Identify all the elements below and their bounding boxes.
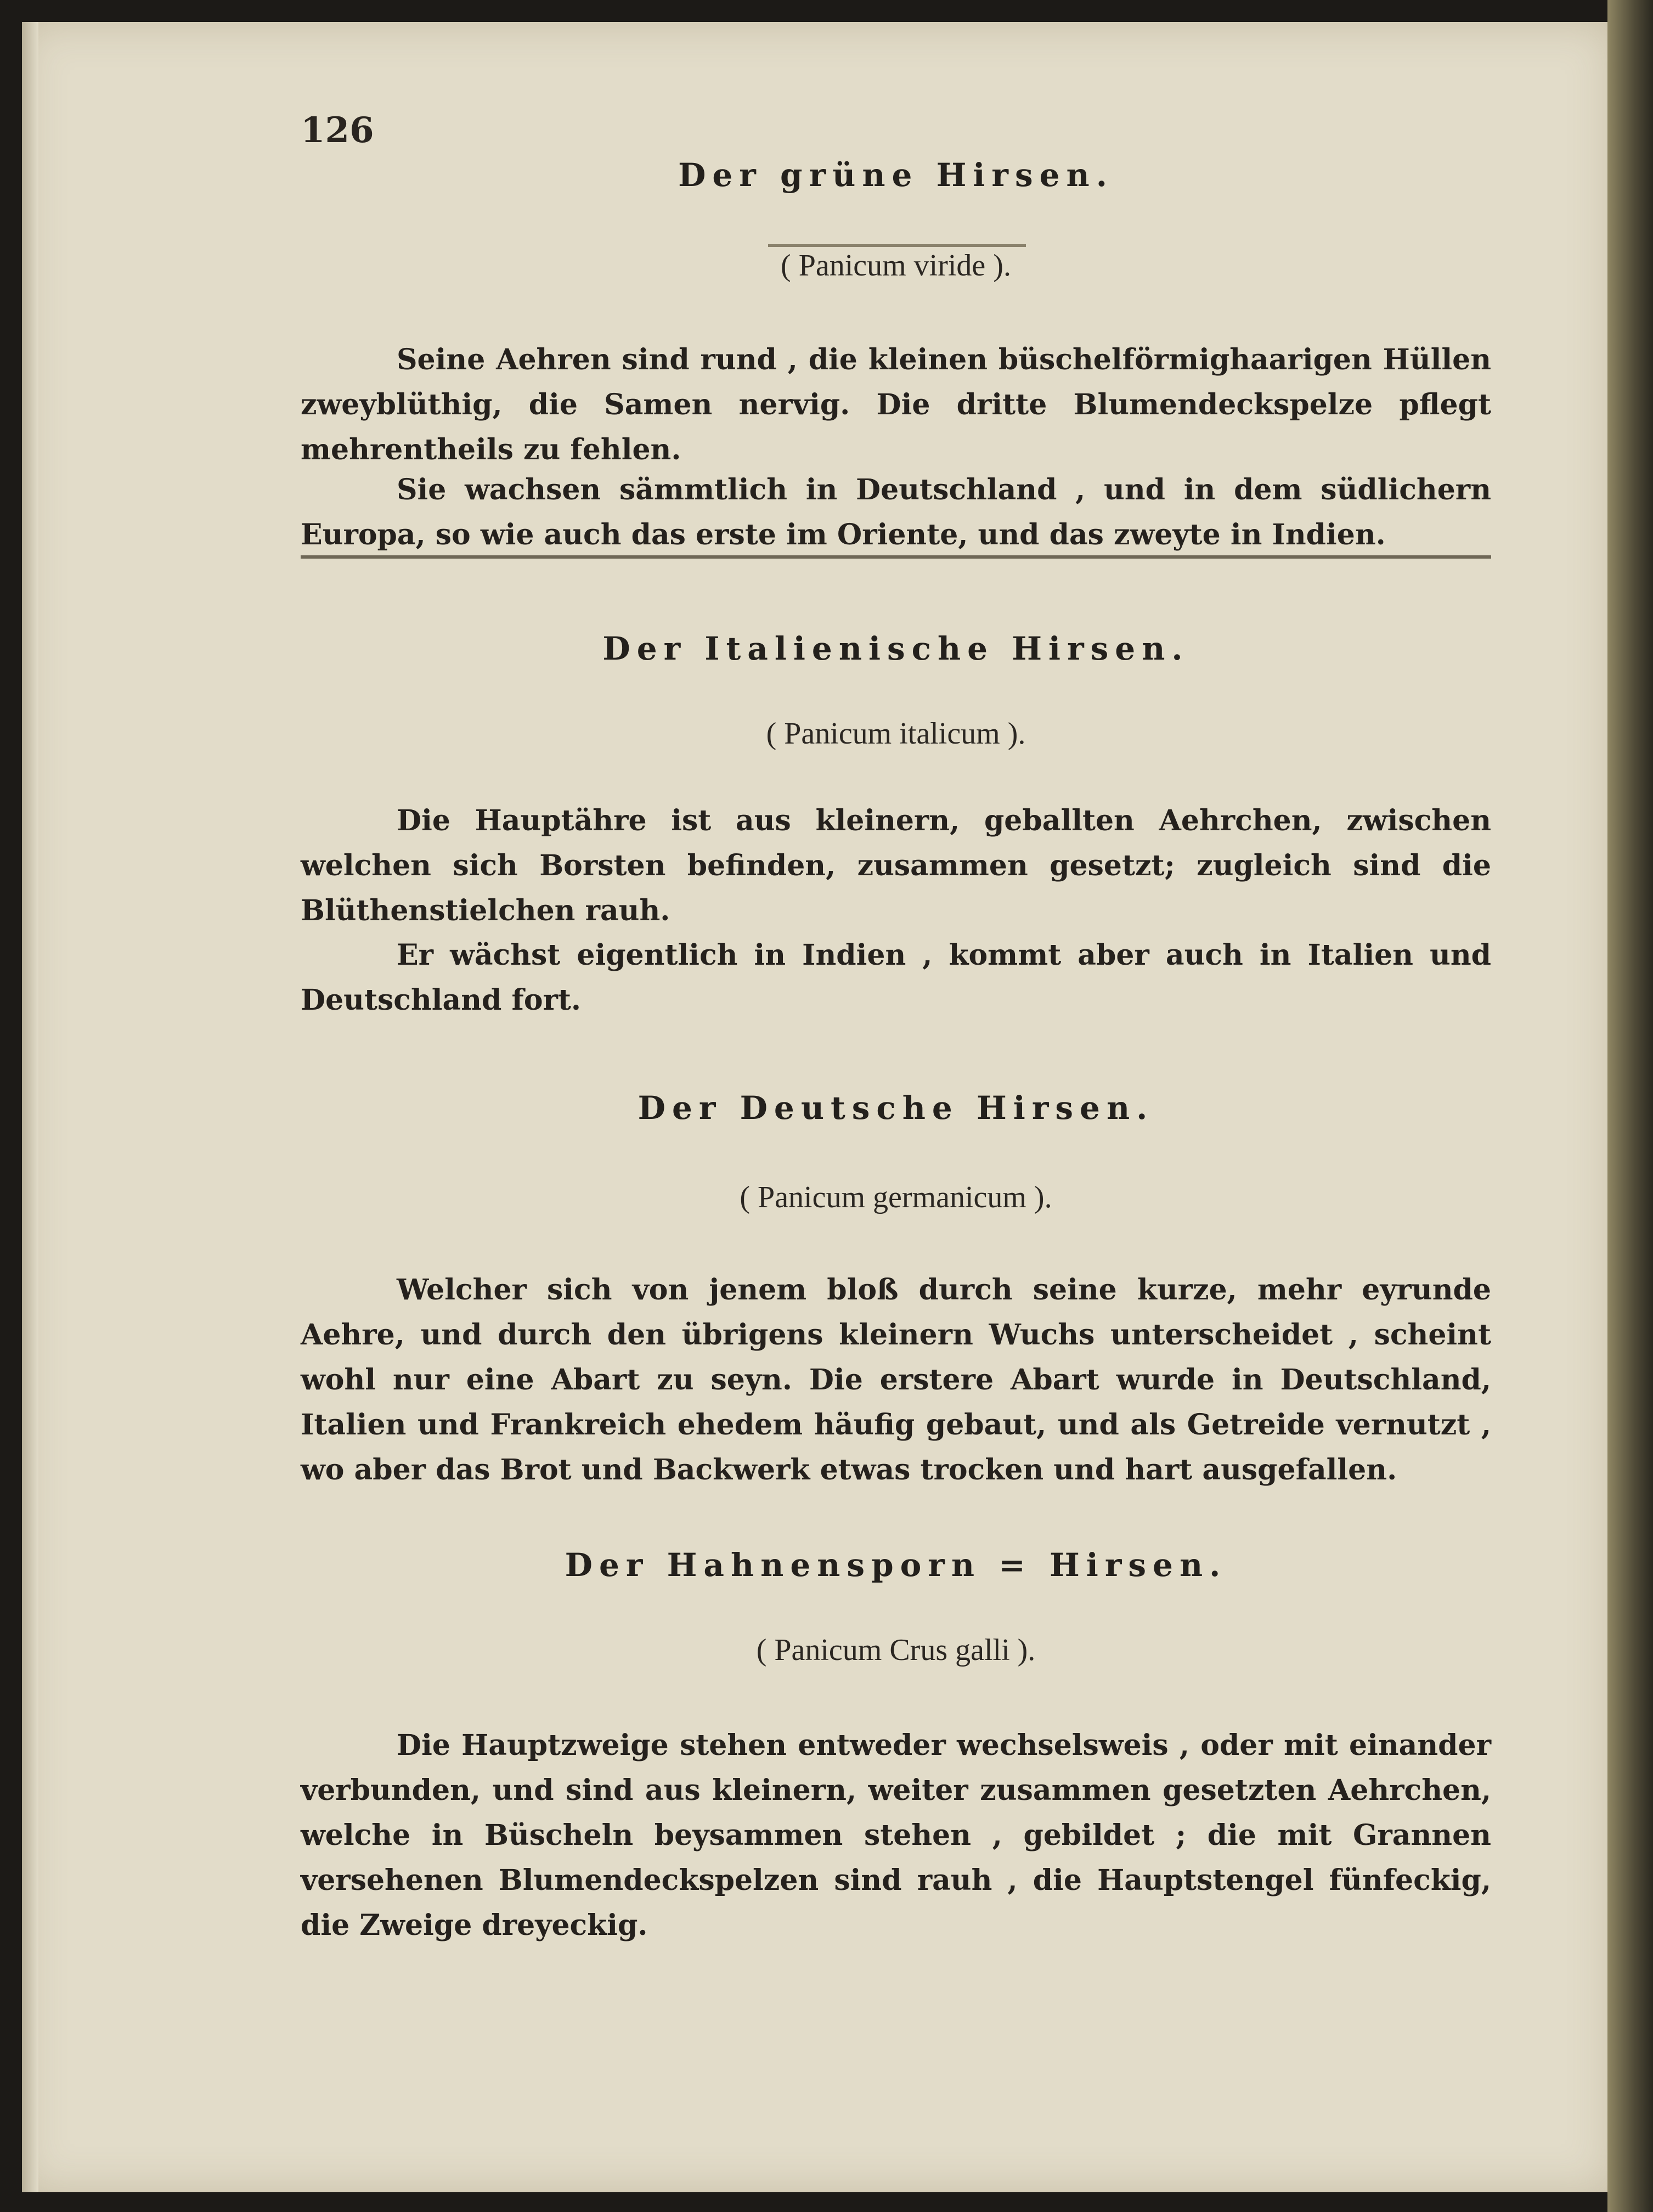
latin-name-viride: ( Panicum viride ). — [781, 249, 1011, 283]
section-title-italienische-hirsen: Der Italienische Hirsen. — [602, 630, 1189, 667]
paragraph-germanicum-description: Welcher sich von jenem bloß durch seine kurze, mehr eyrunde Aehre, und durch den übrigens kleinern Wuchs unterscheidet , scheint wohl nur eine Abart zu seyn. Die erstere Abart wurde in Deutschland, Italien und Frankreich ehedem häufig gebaut, und als Getreide vernutzt , wo aber das Brot und Backwerk etwas trocken und hart ausgefallen. — [301, 1273, 1491, 1487]
paragraph-italicum-description: Die Hauptähre ist aus kleinern, geballten Aehrchen, zwischen welchen sich Borsten befinden, zusammen gesetzt; zugleich sind die Blüthenstielchen rauh. — [301, 804, 1491, 927]
paragraph-crus-galli-description: Die Hauptzweige stehen entweder wechselsweis , oder mit einander verbunden, und sind aus kleinern, weiter zusammen gesetzten Aehrchen, welche in Büscheln beysammen stehen , gebildet ; die mit Grannen versehenen Blumendeckspelzen sind rauh , die Hauptstengel fünfeckig, die Zweige dreyeckig. — [301, 1729, 1491, 1942]
section-title-deutsche-hirsen: Der Deutsche Hirsen. — [637, 1089, 1154, 1127]
section-divider — [301, 555, 1491, 559]
section-title-hahnensporn-hirsen: Der Hahnensporn = Hirsen. — [565, 1546, 1227, 1584]
title-rule — [768, 244, 1026, 247]
page-number: 126 — [301, 110, 374, 151]
page-left-edge — [22, 22, 38, 2192]
paragraph-italicum-distribution: Er wächst eigentlich in Indien , kommt aber auch in Italien und Deutschland fort. — [301, 938, 1491, 1017]
paragraph-viride-description: Seine Aehren sind rund , die kleinen büschelförmighaarigen Hüllen zweyblüthig, die Samen nervig. Die dritte Blumendeckspelze pflegt mehrentheils zu fehlen. — [301, 343, 1491, 466]
latin-name-crus-galli: ( Panicum Crus galli ). — [756, 1633, 1036, 1667]
paragraph-viride-distribution: Sie wachsen sämmtlich in Deutschland , und in dem südlichern Europa, so wie auch das erste im Oriente, und das zweyte in Indien. — [301, 473, 1491, 551]
section-title-gruene-hirsen: Der grüne Hirsen. — [678, 156, 1114, 194]
book-spine — [1607, 0, 1653, 2212]
latin-name-germanicum: ( Panicum germanicum ). — [740, 1180, 1052, 1214]
latin-name-italicum: ( Panicum italicum ). — [766, 717, 1026, 751]
